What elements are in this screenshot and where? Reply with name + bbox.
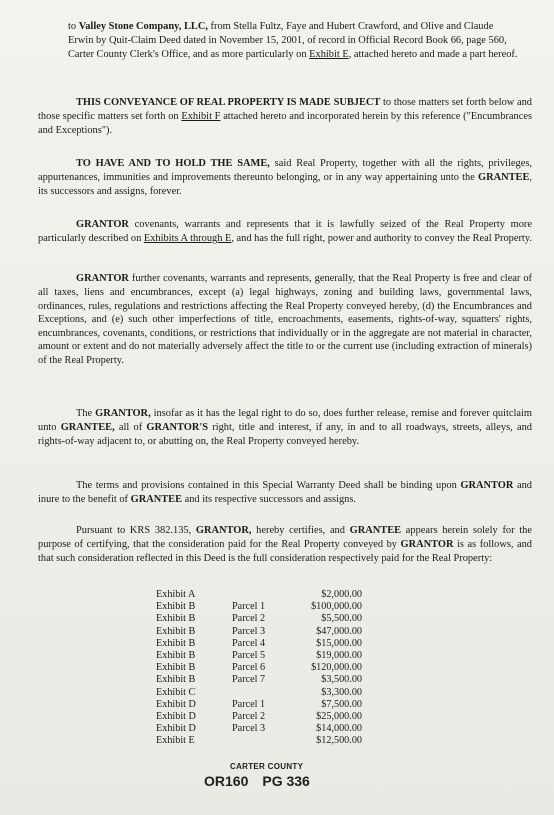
conveyance-text-a: to those matters set forth below and those specific matters set forth on <box>38 97 532 122</box>
grantee-name: Valley Stone Company, LLC, <box>78 21 208 33</box>
schedule-amount: $120,000.00 <box>311 662 362 674</box>
schedule-amount: $25,000.00 <box>316 710 362 722</box>
stamp-county: CARTER COUNTY <box>230 762 304 771</box>
schedule-row <box>156 638 362 650</box>
habendum-paragraph <box>38 157 532 198</box>
release-paragraph <box>38 407 532 448</box>
intro-text-c: , attached hereto and made a part hereof. <box>348 48 518 60</box>
exhibit-reference: Exhibit E <box>309 48 349 60</box>
covenant-paragraph-1 <box>38 218 532 245</box>
grantee-label: GRANTEE <box>349 525 402 537</box>
krs-text-c: appears herein solely for the purpose of certifying, that the consideration paid for the Real Property conveyed by <box>38 525 532 550</box>
grantor-label: GRANTOR, <box>195 525 252 537</box>
schedule-row <box>156 589 362 601</box>
schedule-amount: $7,500.00 <box>321 698 362 710</box>
schedule-row <box>156 723 362 735</box>
terms-text-a: The terms and provisions contained in this Special Warranty Deed shall be binding upon <box>76 480 461 492</box>
schedule-row <box>156 662 362 674</box>
schedule-exhibit: Exhibit A <box>156 589 196 600</box>
schedule-exhibit: Exhibit B <box>156 674 196 686</box>
schedule-amount: $15,000.00 <box>316 637 362 649</box>
grantor-label: GRANTOR <box>400 538 454 550</box>
schedule-row <box>156 601 362 613</box>
schedule-parcel: Parcel 5 <box>232 649 266 661</box>
schedule-row <box>156 674 362 686</box>
schedule-exhibit: Exhibit B <box>156 662 196 674</box>
schedule-parcel: Parcel 7 <box>232 674 266 686</box>
schedule-exhibit: Exhibit B <box>156 625 196 637</box>
habendum-text-a: said Real Property, together with all the rights, privileges, appurtenances, immunities and improvements thereunto belonging, or in any way appertaining unto the <box>38 158 532 183</box>
krs-text-d: is as follows, and that such consideration reflected in this Deed is the full consideration respectively paid for the Real Property: <box>38 538 533 564</box>
schedule-parcel: Parcel 2 <box>232 613 266 625</box>
schedule-exhibit: Exhibit C <box>156 686 196 698</box>
schedule-parcel: Parcel 2 <box>232 710 266 722</box>
schedule-amount: $12,500.00 <box>316 735 362 747</box>
exhibit-reference: Exhibits A through E <box>143 232 232 244</box>
schedule-amount: $3,300.00 <box>321 686 362 698</box>
release-text-d: right, title and interest, if any, in and to all roadways, streets, alleys, and rights-of-way adjacent to, or abutting on, the Real Property conveyed hereby. <box>38 421 532 447</box>
schedule-amount: $47,000.00 <box>316 625 362 637</box>
covenant-paragraph-2 <box>38 272 532 367</box>
exhibit-reference: Exhibit F <box>181 110 221 122</box>
grantor-label: GRANTOR, <box>95 408 151 420</box>
habendum-lead: TO HAVE AND TO HOLD THE SAME, <box>76 158 270 170</box>
schedule-row <box>156 735 362 747</box>
schedule-exhibit: Exhibit D <box>156 710 196 722</box>
grantor-label: GRANTOR <box>76 273 129 285</box>
schedule-parcel: Parcel 6 <box>232 662 266 674</box>
schedule-exhibit: Exhibit E <box>156 735 195 747</box>
grantee-label: GRANTEE <box>130 493 183 505</box>
schedule-amount: $2,000.00 <box>321 589 362 600</box>
covenant1-text-a: covenants, warrants and represents that it is lawfully seized of the Real Property more particularly described on <box>38 219 532 244</box>
schedule-parcel: Parcel 1 <box>232 698 266 710</box>
consideration-schedule <box>156 589 362 747</box>
schedule-row <box>156 687 362 699</box>
schedule-amount: $19,000.00 <box>316 649 362 661</box>
krs-text-a: Pursuant to KRS 382.135, <box>76 525 196 537</box>
habendum-text-b: , its successors and assigns, forever. <box>38 171 532 197</box>
schedule-parcel: Parcel 3 <box>232 625 266 637</box>
schedule-row <box>156 650 362 662</box>
schedule-exhibit: Exhibit D <box>156 723 196 735</box>
release-text-c: all of <box>114 421 147 433</box>
schedule-parcel <box>232 735 286 747</box>
covenant1-text-b: , and has the full right, power and authority to convey the Real Property. <box>231 232 532 244</box>
schedule-row <box>156 626 362 638</box>
grantor-label: GRANTOR <box>460 480 514 492</box>
schedule-exhibit: Exhibit B <box>156 637 196 649</box>
stamp-book-page <box>204 773 324 789</box>
intro-text-b: from Stella Fultz, Faye and Hubert Crawford, and Olive and Claude Erwin by Quit-Claim Deed dated in November 15, 2001, of record in Official Record Book 66, page 560, Carter County Clerk's Office, and as more particularly on <box>68 21 507 60</box>
schedule-amount: $14,000.00 <box>316 723 362 735</box>
schedule-exhibit: Exhibit B <box>156 613 196 625</box>
terms-text-b: and inure to the benefit of <box>38 480 532 505</box>
stamp-page: PG 336 <box>262 773 310 789</box>
krs-text-b: hereby certifies, and <box>251 525 350 537</box>
schedule-exhibit: Exhibit D <box>156 698 196 710</box>
release-text-b: insofar as it has the legal right to do so, does further release, remise and forever quitclaim unto <box>38 408 532 433</box>
intro-text-a: to <box>68 21 79 33</box>
grantor-label: GRANTOR <box>76 219 129 231</box>
conveyance-lead: THIS CONVEYANCE OF REAL PROPERTY IS MADE SUBJECT <box>76 97 381 109</box>
schedule-exhibit: Exhibit B <box>156 601 196 613</box>
schedule-exhibit: Exhibit B <box>156 649 196 661</box>
krs-paragraph <box>38 524 532 565</box>
conveyance-text-b: attached hereto and incorporated herein by this reference ("Encumbrances and Exceptions"). <box>38 110 532 136</box>
schedule-amount: $3,500.00 <box>321 674 362 686</box>
covenant2-text: further covenants, warrants and represents, generally, that the Real Property is free and clear of all taxes, liens and encumbrances, except (a) legal highways, zoning and building laws, governmental laws, ordinances, rules, regulations and restrictions affecting the Real Property conveyed hereby, (d) the Encumbrances and Exceptions, and (e) such other imperfections of title, encroachments, easements, rights-of-way, squatters' rights, encumbrances, covenants, conditions, or restrictions that individually or in the aggregate are not material in character, amount or extent and do not materially adversely affect the title to or the current use (including extraction of minerals) of the Real Property. <box>38 273 532 366</box>
conveyance-paragraph <box>38 96 532 137</box>
intro-paragraph <box>68 20 520 61</box>
schedule-parcel: Parcel 3 <box>232 723 266 735</box>
terms-paragraph <box>38 479 532 506</box>
release-text-a: The <box>76 408 96 420</box>
schedule-amount: $5,500.00 <box>321 613 362 625</box>
schedule-parcel <box>232 589 286 601</box>
schedule-parcel: Parcel 4 <box>232 637 266 649</box>
grantor-possessive: GRANTOR'S <box>146 421 209 433</box>
schedule-row <box>156 711 362 723</box>
schedule-amount: $100,000.00 <box>311 601 362 613</box>
recording-stamp <box>204 762 324 789</box>
schedule-row <box>156 613 362 625</box>
grantee-label: GRANTEE, <box>60 421 115 433</box>
schedule-parcel: Parcel 1 <box>232 601 266 613</box>
stamp-book: OR160 <box>204 773 249 789</box>
schedule-parcel <box>232 687 286 699</box>
grantee-label: GRANTEE <box>478 171 530 183</box>
terms-text-c: and its respective successors and assigns. <box>182 493 357 505</box>
schedule-row <box>156 699 362 711</box>
